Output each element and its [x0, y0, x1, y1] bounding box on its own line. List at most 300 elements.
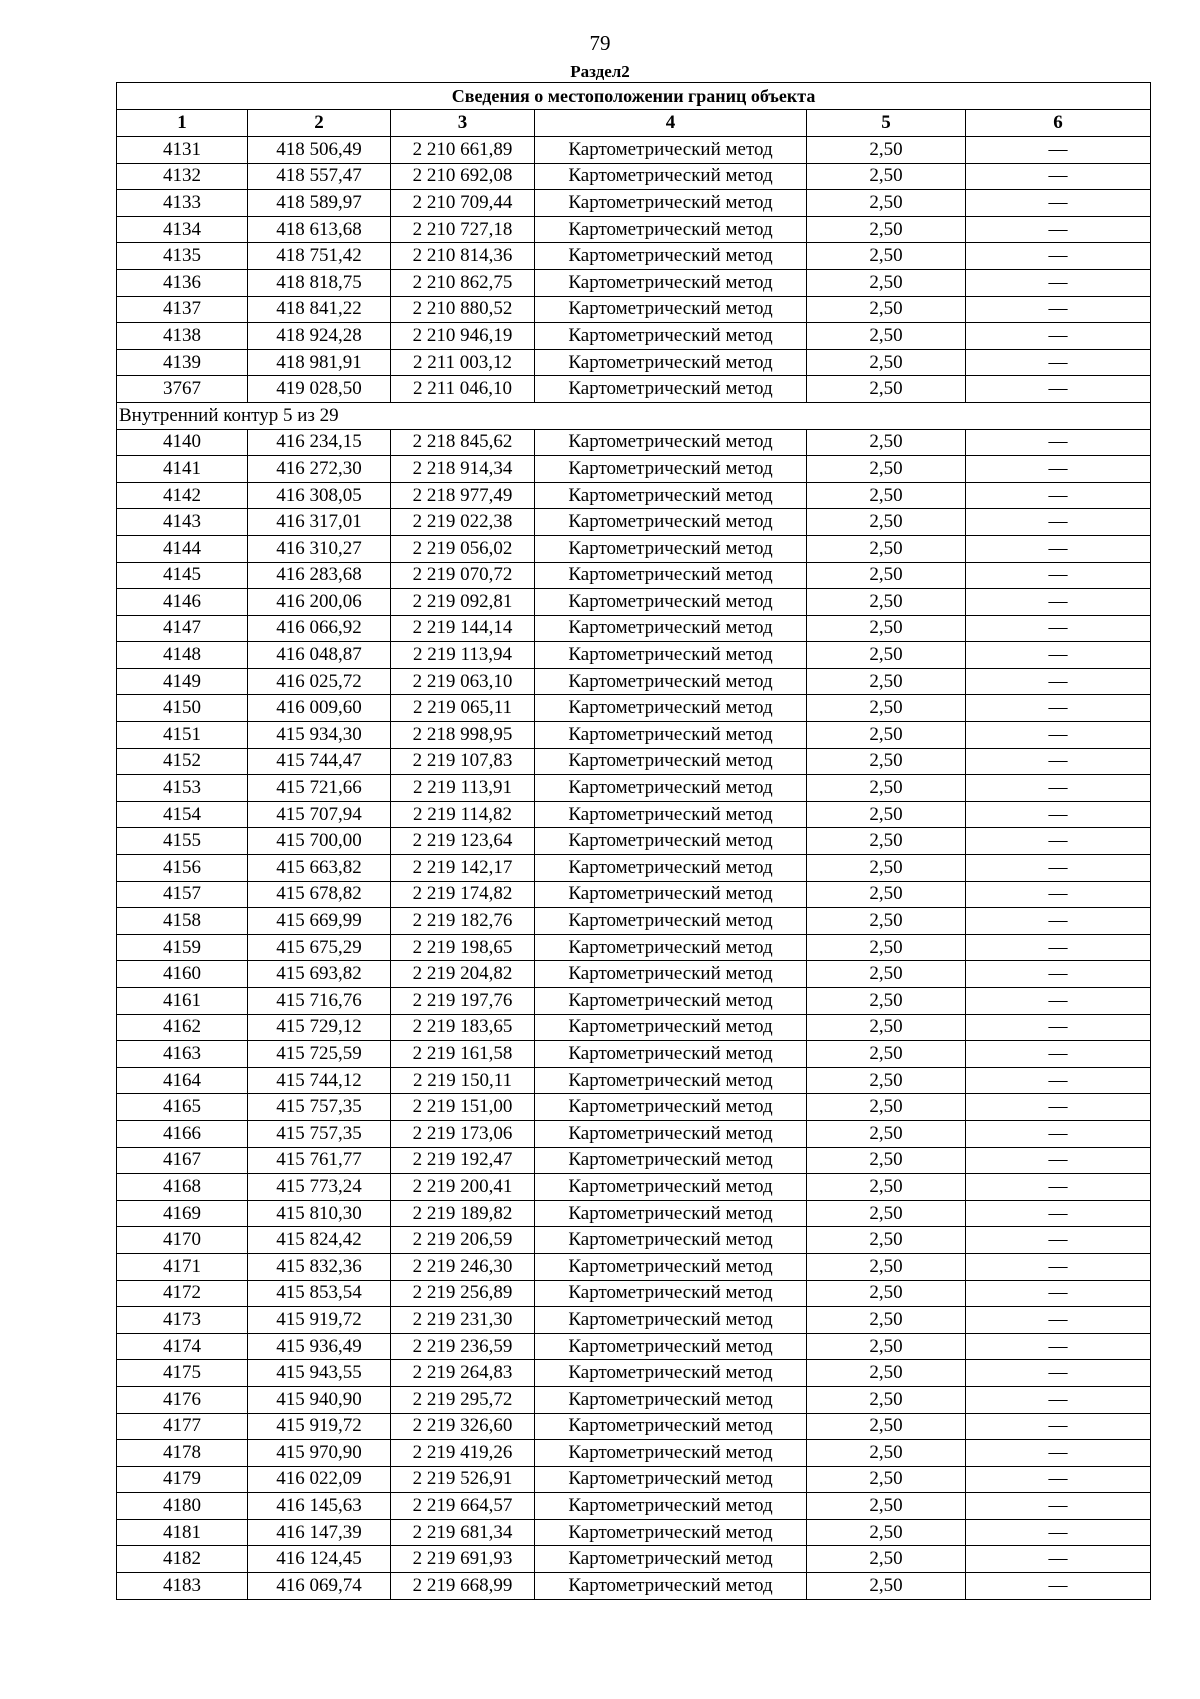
method-cell: Картометрический метод	[535, 828, 807, 855]
x-coordinate-cell: 415 675,29	[248, 934, 391, 961]
y-coordinate-cell: 2 219 123,64	[391, 828, 535, 855]
y-coordinate-cell: 2 219 113,94	[391, 642, 535, 669]
description-cell: —	[966, 1440, 1151, 1467]
x-coordinate-cell: 415 729,12	[248, 1014, 391, 1041]
method-cell: Картометрический метод	[535, 1440, 807, 1467]
description-cell: —	[966, 1067, 1151, 1094]
table-row	[117, 1386, 1151, 1413]
y-coordinate-cell: 2 219 107,83	[391, 748, 535, 775]
description-cell: —	[966, 1386, 1151, 1413]
accuracy-cell: 2,50	[807, 137, 966, 164]
y-coordinate-cell: 2 219 150,11	[391, 1067, 535, 1094]
point-number-cell: 4174	[117, 1333, 248, 1360]
table-title-row	[117, 83, 1151, 110]
table-row	[117, 934, 1151, 961]
x-coordinate-cell: 415 853,54	[248, 1280, 391, 1307]
x-coordinate-cell: 415 970,90	[248, 1440, 391, 1467]
table-row	[117, 456, 1151, 483]
x-coordinate-cell: 416 234,15	[248, 429, 391, 456]
accuracy-cell: 2,50	[807, 775, 966, 802]
method-cell: Картометрический метод	[535, 137, 807, 164]
point-number-cell: 4145	[117, 562, 248, 589]
point-number-cell: 4133	[117, 190, 248, 217]
y-coordinate-cell: 2 219 204,82	[391, 961, 535, 988]
table-row	[117, 1014, 1151, 1041]
x-coordinate-cell: 416 066,92	[248, 615, 391, 642]
y-coordinate-cell: 2 219 092,81	[391, 589, 535, 616]
x-coordinate-cell: 415 943,55	[248, 1360, 391, 1387]
method-cell: Картометрический метод	[535, 881, 807, 908]
method-cell: Картометрический метод	[535, 908, 807, 935]
y-coordinate-cell: 2 211 046,10	[391, 376, 535, 403]
x-coordinate-cell: 416 048,87	[248, 642, 391, 669]
table-row	[117, 296, 1151, 323]
description-cell: —	[966, 1573, 1151, 1600]
accuracy-cell: 2,50	[807, 1227, 966, 1254]
method-cell: Картометрический метод	[535, 855, 807, 882]
description-cell: —	[966, 243, 1151, 270]
description-cell: —	[966, 1227, 1151, 1254]
accuracy-cell: 2,50	[807, 881, 966, 908]
x-coordinate-cell: 418 841,22	[248, 296, 391, 323]
accuracy-cell: 2,50	[807, 1014, 966, 1041]
accuracy-cell: 2,50	[807, 828, 966, 855]
accuracy-cell: 2,50	[807, 1466, 966, 1493]
column-number: 3	[391, 110, 535, 137]
x-coordinate-cell: 415 678,82	[248, 881, 391, 908]
method-cell: Картометрический метод	[535, 1413, 807, 1440]
y-coordinate-cell: 2 219 063,10	[391, 668, 535, 695]
accuracy-cell: 2,50	[807, 1360, 966, 1387]
method-cell: Картометрический метод	[535, 376, 807, 403]
y-coordinate-cell: 2 219 065,11	[391, 695, 535, 722]
method-cell: Картометрический метод	[535, 775, 807, 802]
method-cell: Картометрический метод	[535, 216, 807, 243]
description-cell: —	[966, 801, 1151, 828]
table-row	[117, 1307, 1151, 1334]
accuracy-cell: 2,50	[807, 535, 966, 562]
accuracy-cell: 2,50	[807, 1041, 966, 1068]
description-cell: —	[966, 748, 1151, 775]
table-row	[117, 695, 1151, 722]
y-coordinate-cell: 2 210 946,19	[391, 323, 535, 350]
y-coordinate-cell: 2 219 256,89	[391, 1280, 535, 1307]
table-row	[117, 722, 1151, 749]
method-cell: Картометрический метод	[535, 269, 807, 296]
y-coordinate-cell: 2 210 661,89	[391, 137, 535, 164]
method-cell: Картометрический метод	[535, 589, 807, 616]
table-row	[117, 349, 1151, 376]
x-coordinate-cell: 416 009,60	[248, 695, 391, 722]
method-cell: Картометрический метод	[535, 1094, 807, 1121]
y-coordinate-cell: 2 219 295,72	[391, 1386, 535, 1413]
point-number-cell: 4166	[117, 1120, 248, 1147]
x-coordinate-cell: 415 936,49	[248, 1333, 391, 1360]
description-cell: —	[966, 1094, 1151, 1121]
table-row	[117, 137, 1151, 164]
x-coordinate-cell: 418 506,49	[248, 137, 391, 164]
point-number-cell: 4163	[117, 1041, 248, 1068]
y-coordinate-cell: 2 210 862,75	[391, 269, 535, 296]
description-cell: —	[966, 1253, 1151, 1280]
point-number-cell: 4139	[117, 349, 248, 376]
point-number-cell: 3767	[117, 376, 248, 403]
point-number-cell: 4171	[117, 1253, 248, 1280]
point-number-cell: 4135	[117, 243, 248, 270]
y-coordinate-cell: 2 219 070,72	[391, 562, 535, 589]
description-cell: —	[966, 190, 1151, 217]
description-cell: —	[966, 1014, 1151, 1041]
description-cell: —	[966, 509, 1151, 536]
point-number-cell: 4176	[117, 1386, 248, 1413]
table-row	[117, 908, 1151, 935]
description-cell: —	[966, 1519, 1151, 1546]
accuracy-cell: 2,50	[807, 988, 966, 1015]
description-cell: —	[966, 376, 1151, 403]
table-body	[117, 137, 1151, 1600]
x-coordinate-cell: 415 669,99	[248, 908, 391, 935]
accuracy-cell: 2,50	[807, 429, 966, 456]
description-cell: —	[966, 1307, 1151, 1334]
boundary-coordinates-table	[116, 82, 1151, 1600]
method-cell: Картометрический метод	[535, 1360, 807, 1387]
table-row	[117, 642, 1151, 669]
point-number-cell: 4180	[117, 1493, 248, 1520]
table-row	[117, 589, 1151, 616]
description-cell: —	[966, 296, 1151, 323]
description-cell: —	[966, 349, 1151, 376]
accuracy-cell: 2,50	[807, 190, 966, 217]
x-coordinate-cell: 415 934,30	[248, 722, 391, 749]
y-coordinate-cell: 2 219 114,82	[391, 801, 535, 828]
table-row	[117, 881, 1151, 908]
accuracy-cell: 2,50	[807, 1440, 966, 1467]
table-row	[117, 323, 1151, 350]
table-row	[117, 1041, 1151, 1068]
y-coordinate-cell: 2 211 003,12	[391, 349, 535, 376]
point-number-cell: 4164	[117, 1067, 248, 1094]
point-number-cell: 4140	[117, 429, 248, 456]
x-coordinate-cell: 416 124,45	[248, 1546, 391, 1573]
accuracy-cell: 2,50	[807, 1147, 966, 1174]
x-coordinate-cell: 415 919,72	[248, 1413, 391, 1440]
y-coordinate-cell: 2 219 183,65	[391, 1014, 535, 1041]
y-coordinate-cell: 2 219 161,58	[391, 1041, 535, 1068]
accuracy-cell: 2,50	[807, 216, 966, 243]
method-cell: Картометрический метод	[535, 1227, 807, 1254]
y-coordinate-cell: 2 219 246,30	[391, 1253, 535, 1280]
point-number-cell: 4162	[117, 1014, 248, 1041]
description-cell: —	[966, 535, 1151, 562]
y-coordinate-cell: 2 219 182,76	[391, 908, 535, 935]
table-row	[117, 562, 1151, 589]
point-number-cell: 4183	[117, 1573, 248, 1600]
method-cell: Картометрический метод	[535, 1307, 807, 1334]
x-coordinate-cell: 418 924,28	[248, 323, 391, 350]
method-cell: Картометрический метод	[535, 695, 807, 722]
description-cell: —	[966, 1280, 1151, 1307]
x-coordinate-cell: 416 145,63	[248, 1493, 391, 1520]
point-number-cell: 4148	[117, 642, 248, 669]
section-label: Раздел2	[570, 62, 630, 81]
table-row	[117, 1519, 1151, 1546]
description-cell: —	[966, 722, 1151, 749]
method-cell: Картометрический метод	[535, 1386, 807, 1413]
method-cell: Картометрический метод	[535, 509, 807, 536]
x-coordinate-cell: 416 310,27	[248, 535, 391, 562]
accuracy-cell: 2,50	[807, 1573, 966, 1600]
accuracy-cell: 2,50	[807, 1546, 966, 1573]
accuracy-cell: 2,50	[807, 1333, 966, 1360]
point-number-cell: 4177	[117, 1413, 248, 1440]
y-coordinate-cell: 2 210 727,18	[391, 216, 535, 243]
point-number-cell: 4167	[117, 1147, 248, 1174]
method-cell: Картометрический метод	[535, 1546, 807, 1573]
x-coordinate-cell: 415 663,82	[248, 855, 391, 882]
description-cell: —	[966, 1200, 1151, 1227]
description-cell: —	[966, 1360, 1151, 1387]
accuracy-cell: 2,50	[807, 908, 966, 935]
table-row	[117, 1147, 1151, 1174]
accuracy-cell: 2,50	[807, 1253, 966, 1280]
method-cell: Картометрический метод	[535, 934, 807, 961]
description-cell: —	[966, 668, 1151, 695]
accuracy-cell: 2,50	[807, 482, 966, 509]
x-coordinate-cell: 415 707,94	[248, 801, 391, 828]
method-cell: Картометрический метод	[535, 1200, 807, 1227]
y-coordinate-cell: 2 218 998,95	[391, 722, 535, 749]
point-number-cell: 4169	[117, 1200, 248, 1227]
accuracy-cell: 2,50	[807, 961, 966, 988]
y-coordinate-cell: 2 210 709,44	[391, 190, 535, 217]
accuracy-cell: 2,50	[807, 722, 966, 749]
table-row	[117, 1094, 1151, 1121]
x-coordinate-cell: 415 940,90	[248, 1386, 391, 1413]
method-cell: Картометрический метод	[535, 1120, 807, 1147]
point-number-cell: 4153	[117, 775, 248, 802]
y-coordinate-cell: 2 219 173,06	[391, 1120, 535, 1147]
point-number-cell: 4172	[117, 1280, 248, 1307]
accuracy-cell: 2,50	[807, 1280, 966, 1307]
point-number-cell: 4178	[117, 1440, 248, 1467]
table-row	[117, 828, 1151, 855]
point-number-cell: 4158	[117, 908, 248, 935]
table-row	[117, 1360, 1151, 1387]
accuracy-cell: 2,50	[807, 1174, 966, 1201]
x-coordinate-cell: 416 200,06	[248, 589, 391, 616]
x-coordinate-cell: 415 824,42	[248, 1227, 391, 1254]
y-coordinate-cell: 2 210 692,08	[391, 163, 535, 190]
contour-header-row	[117, 402, 1151, 429]
accuracy-cell: 2,50	[807, 243, 966, 270]
table-row	[117, 1573, 1151, 1600]
table-row	[117, 1253, 1151, 1280]
point-number-cell: 4161	[117, 988, 248, 1015]
description-cell: —	[966, 323, 1151, 350]
method-cell: Картометрический метод	[535, 1174, 807, 1201]
point-number-cell: 4168	[117, 1174, 248, 1201]
x-coordinate-cell: 415 725,59	[248, 1041, 391, 1068]
method-cell: Картометрический метод	[535, 642, 807, 669]
x-coordinate-cell: 415 810,30	[248, 1200, 391, 1227]
accuracy-cell: 2,50	[807, 562, 966, 589]
method-cell: Картометрический метод	[535, 535, 807, 562]
point-number-cell: 4144	[117, 535, 248, 562]
y-coordinate-cell: 2 219 144,14	[391, 615, 535, 642]
column-number: 5	[807, 110, 966, 137]
y-coordinate-cell: 2 219 206,59	[391, 1227, 535, 1254]
table-row	[117, 615, 1151, 642]
y-coordinate-cell: 2 219 326,60	[391, 1413, 535, 1440]
point-number-cell: 4181	[117, 1519, 248, 1546]
x-coordinate-cell: 418 751,42	[248, 243, 391, 270]
accuracy-cell: 2,50	[807, 1307, 966, 1334]
y-coordinate-cell: 2 219 668,99	[391, 1573, 535, 1600]
accuracy-cell: 2,50	[807, 376, 966, 403]
point-number-cell: 4138	[117, 323, 248, 350]
method-cell: Картометрический метод	[535, 801, 807, 828]
x-coordinate-cell: 416 308,05	[248, 482, 391, 509]
method-cell: Картометрический метод	[535, 562, 807, 589]
table-row	[117, 1280, 1151, 1307]
accuracy-cell: 2,50	[807, 642, 966, 669]
point-number-cell: 4170	[117, 1227, 248, 1254]
point-number-cell: 4173	[117, 1307, 248, 1334]
point-number-cell: 4179	[117, 1466, 248, 1493]
y-coordinate-cell: 2 219 236,59	[391, 1333, 535, 1360]
table-row	[117, 668, 1151, 695]
point-number-cell: 4157	[117, 881, 248, 908]
method-cell: Картометрический метод	[535, 668, 807, 695]
description-cell: —	[966, 429, 1151, 456]
table-row	[117, 988, 1151, 1015]
point-number-cell: 4155	[117, 828, 248, 855]
x-coordinate-cell: 415 716,76	[248, 988, 391, 1015]
point-number-cell: 4156	[117, 855, 248, 882]
accuracy-cell: 2,50	[807, 1386, 966, 1413]
description-cell: —	[966, 137, 1151, 164]
table-row	[117, 216, 1151, 243]
table-row	[117, 961, 1151, 988]
x-coordinate-cell: 415 832,36	[248, 1253, 391, 1280]
method-cell: Картометрический метод	[535, 456, 807, 483]
description-cell: —	[966, 695, 1151, 722]
table-row	[117, 1227, 1151, 1254]
accuracy-cell: 2,50	[807, 509, 966, 536]
point-number-cell: 4151	[117, 722, 248, 749]
table-row	[117, 1413, 1151, 1440]
contour-label: Внутренний контур 5 из 29	[117, 402, 1151, 429]
x-coordinate-cell: 416 283,68	[248, 562, 391, 589]
accuracy-cell: 2,50	[807, 163, 966, 190]
table-row	[117, 1493, 1151, 1520]
table-row	[117, 1333, 1151, 1360]
y-coordinate-cell: 2 219 113,91	[391, 775, 535, 802]
y-coordinate-cell: 2 219 056,02	[391, 535, 535, 562]
table-row	[117, 1120, 1151, 1147]
point-number-cell: 4141	[117, 456, 248, 483]
table-row	[117, 190, 1151, 217]
method-cell: Картометрический метод	[535, 482, 807, 509]
method-cell: Картометрический метод	[535, 190, 807, 217]
y-coordinate-cell: 2 219 022,38	[391, 509, 535, 536]
y-coordinate-cell: 2 219 526,91	[391, 1466, 535, 1493]
description-cell: —	[966, 1413, 1151, 1440]
description-cell: —	[966, 908, 1151, 935]
method-cell: Картометрический метод	[535, 1014, 807, 1041]
table-row	[117, 535, 1151, 562]
accuracy-cell: 2,50	[807, 695, 966, 722]
method-cell: Картометрический метод	[535, 988, 807, 1015]
table-row	[117, 429, 1151, 456]
description-cell: —	[966, 589, 1151, 616]
description-cell: —	[966, 216, 1151, 243]
accuracy-cell: 2,50	[807, 296, 966, 323]
method-cell: Картометрический метод	[535, 163, 807, 190]
column-number: 2	[248, 110, 391, 137]
y-coordinate-cell: 2 210 814,36	[391, 243, 535, 270]
table-row	[117, 855, 1151, 882]
x-coordinate-cell: 415 744,12	[248, 1067, 391, 1094]
description-cell: —	[966, 855, 1151, 882]
method-cell: Картометрический метод	[535, 1333, 807, 1360]
accuracy-cell: 2,50	[807, 269, 966, 296]
accuracy-cell: 2,50	[807, 1413, 966, 1440]
method-cell: Картометрический метод	[535, 429, 807, 456]
y-coordinate-cell: 2 219 174,82	[391, 881, 535, 908]
y-coordinate-cell: 2 219 151,00	[391, 1094, 535, 1121]
y-coordinate-cell: 2 219 197,76	[391, 988, 535, 1015]
description-cell: —	[966, 1147, 1151, 1174]
description-cell: —	[966, 163, 1151, 190]
description-cell: —	[966, 961, 1151, 988]
method-cell: Картометрический метод	[535, 323, 807, 350]
x-coordinate-cell: 415 919,72	[248, 1307, 391, 1334]
y-coordinate-cell: 2 219 664,57	[391, 1493, 535, 1520]
method-cell: Картометрический метод	[535, 296, 807, 323]
table-row	[117, 243, 1151, 270]
table-row	[117, 1174, 1151, 1201]
x-coordinate-cell: 418 981,91	[248, 349, 391, 376]
point-number-cell: 4159	[117, 934, 248, 961]
accuracy-cell: 2,50	[807, 589, 966, 616]
table-row	[117, 269, 1151, 296]
x-coordinate-cell: 416 025,72	[248, 668, 391, 695]
table-title: Сведения о местоположении границ объекта	[117, 83, 1151, 110]
point-number-cell: 4143	[117, 509, 248, 536]
method-cell: Картометрический метод	[535, 1493, 807, 1520]
accuracy-cell: 2,50	[807, 456, 966, 483]
method-cell: Картометрический метод	[535, 1519, 807, 1546]
table-row	[117, 1067, 1151, 1094]
accuracy-cell: 2,50	[807, 855, 966, 882]
accuracy-cell: 2,50	[807, 1094, 966, 1121]
column-number-row	[117, 110, 1151, 137]
method-cell: Картометрический метод	[535, 1253, 807, 1280]
description-cell: —	[966, 1333, 1151, 1360]
accuracy-cell: 2,50	[807, 349, 966, 376]
column-number: 1	[117, 110, 248, 137]
method-cell: Картометрический метод	[535, 1041, 807, 1068]
table-row	[117, 801, 1151, 828]
table-row	[117, 775, 1151, 802]
column-number: 4	[535, 110, 807, 137]
x-coordinate-cell: 415 757,35	[248, 1094, 391, 1121]
x-coordinate-cell: 416 069,74	[248, 1573, 391, 1600]
point-number-cell: 4131	[117, 137, 248, 164]
y-coordinate-cell: 2 219 142,17	[391, 855, 535, 882]
y-coordinate-cell: 2 219 231,30	[391, 1307, 535, 1334]
